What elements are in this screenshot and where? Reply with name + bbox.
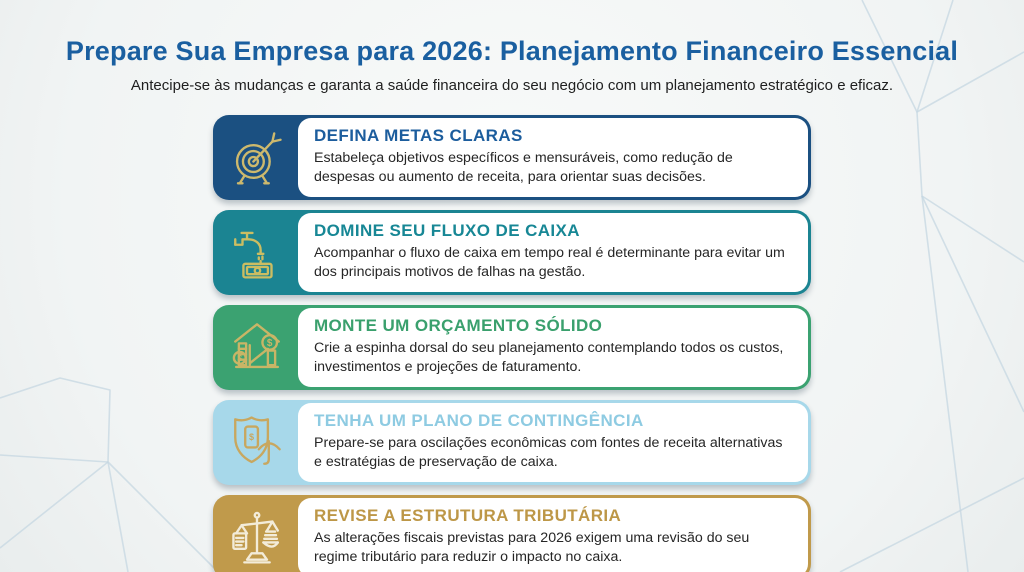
card-title: MONTE UM ORÇAMENTO SÓLIDO [314, 315, 603, 335]
card-body: Crie a espinha dorsal do seu planejamento contemplando todos os custos, investimentos e projeções de faturamento. [314, 339, 784, 376]
card-content [298, 403, 808, 482]
card-content [298, 213, 808, 292]
card-title: DEFINA METAS CLARAS [314, 126, 523, 145]
card-title: TENHA UM PLANO DE CONTINGÊNCIA [314, 410, 644, 430]
card-defina-metas-claras [213, 115, 811, 200]
card-content [298, 308, 808, 387]
card-body: Estabeleça objetivos específicos e mensuráveis, como redução de despesas ou aumento de receita, para orientar suas decisões. [314, 150, 733, 186]
card-title: DOMINE SEU FLUXO DE CAIXA [314, 220, 580, 240]
card-domine-fluxo-caixa [213, 210, 811, 295]
svg-text:$: $ [237, 354, 243, 364]
page-header [0, 36, 1024, 94]
page-title: Prepare Sua Empresa para 2026: Planejamento Financeiro Essencial [65, 36, 959, 66]
card-content [298, 498, 808, 572]
svg-text:$: $ [249, 432, 255, 443]
card-body: Acompanhar o fluxo de caixa em tempo real é determinante para evitar um dos principais motivos de falhas na gestão. [314, 244, 785, 281]
card-content [298, 118, 808, 197]
card-monte-orcamento-solido [213, 305, 811, 390]
svg-text:$: $ [266, 338, 273, 350]
page-subtitle: Antecipe-se às mudanças e garanta a saúde financeira do seu negócio com um planejamento estratégico e eficaz. [130, 77, 894, 94]
card-title: REVISE A ESTRUTURA TRIBUTÁRIA [314, 505, 622, 525]
target-arrow-icon [216, 118, 298, 197]
justice-scale-icon [216, 498, 298, 572]
card-revise-estrutura-tributaria [213, 495, 811, 572]
card-body: As alterações fiscais previstas para 2026 exigem uma revisão do seu regime tributário para reduzir o impacto no caixa. [314, 529, 750, 566]
faucet-money-icon [216, 213, 298, 292]
bank-building-coins-icon [216, 308, 298, 387]
card-body: Prepare-se para oscilações econômicas com fontes de receita alternativas e estratégias de preservação de caixa. [314, 434, 783, 471]
cards-list [213, 115, 811, 572]
shield-umbrella-icon [216, 403, 298, 482]
card-plano-contingencia [213, 400, 811, 485]
